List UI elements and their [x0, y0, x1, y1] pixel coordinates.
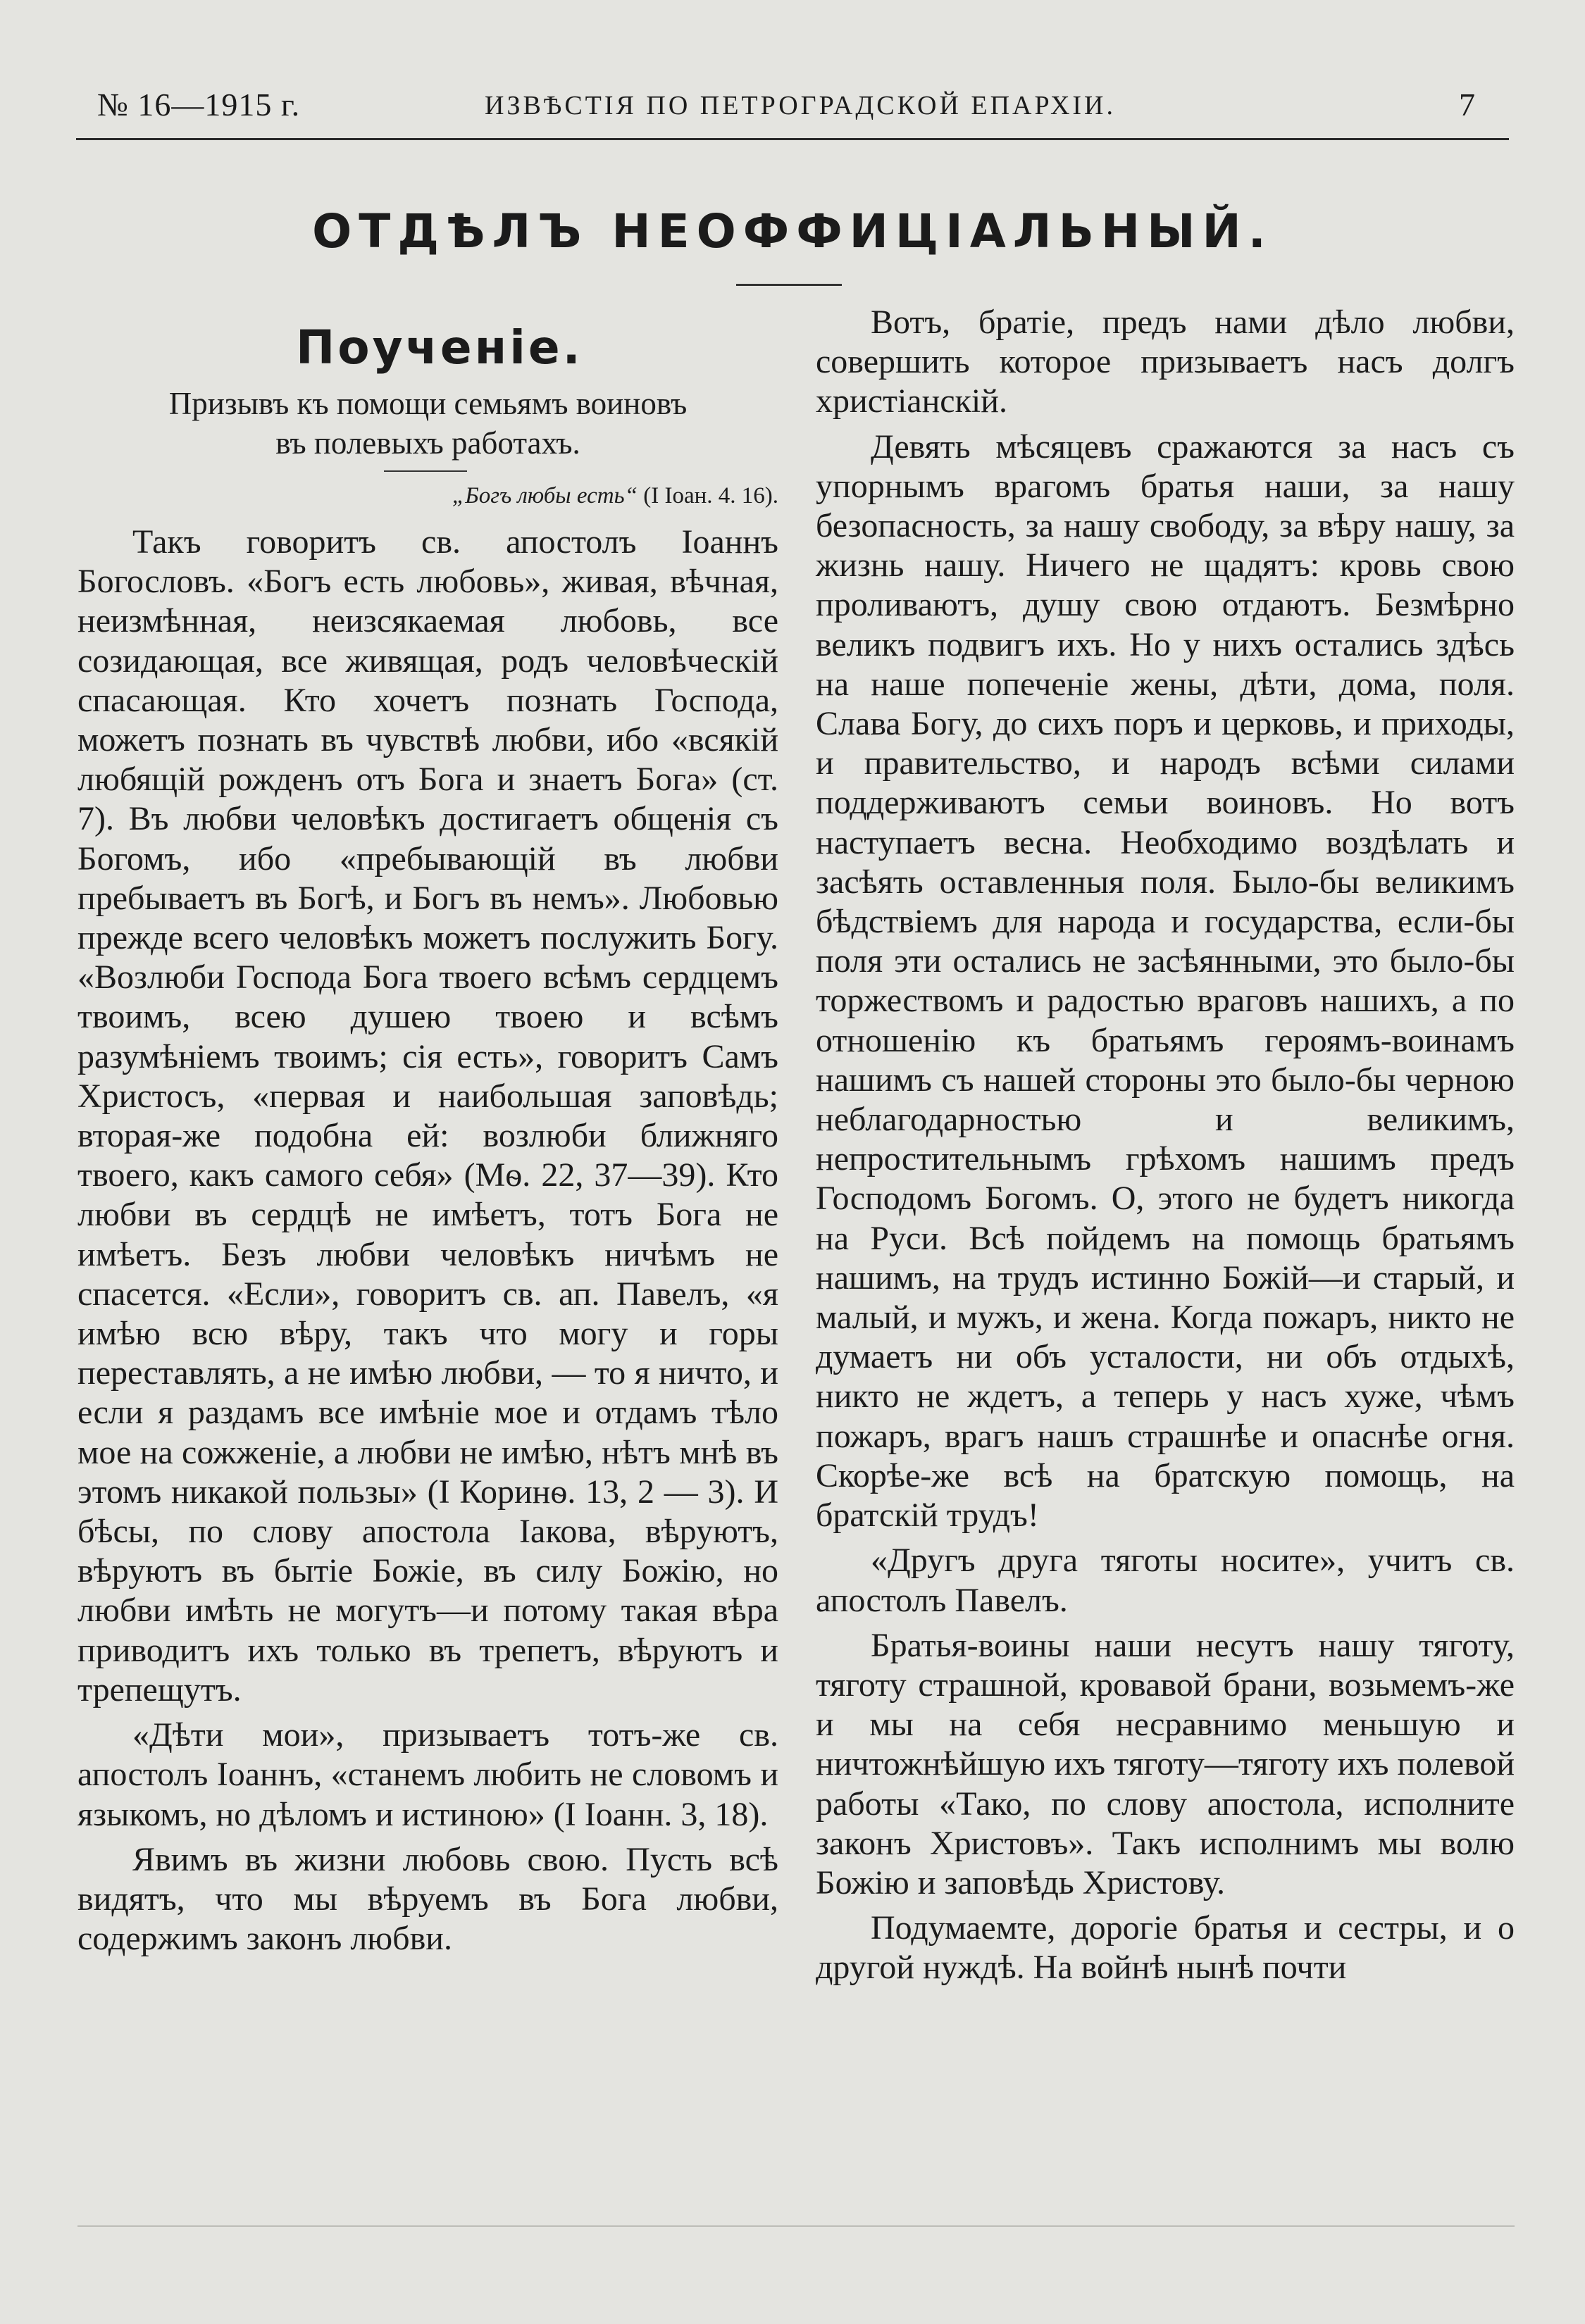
paragraph: Братья-воины наши несутъ нашу тяготу, тяготу страшной, кровавой брани, возьмемъ-же и мы на себя несравнимо меньшую и ничтожнѣйшую ихъ тяготу—тяготу ихъ полевой работы «Тако, по слову апостола, исполните законъ Христовъ». Такъ исполнимъ мы волю Божію и заповѣдь Христову. [816, 1626, 1515, 1901]
paragraph: Девять мѣсяцевъ сражаются за насъ съ упорнымъ врагомъ братья наши, за нашу безопасность, за нашу свободу, за вѣру нашу, за жизнь нашу. Ничего не щадятъ: кровь свою проливаютъ, душу свою отдаютъ. Безмѣрно великъ подвигъ ихъ. Но у нихъ остались здѣсь на наше попеченіе жены, дѣти, дома, поля. Слава Богу, до сихъ поръ и церковь, и приходы, и правительство, и народъ всѣми силами поддерживаютъ семьи воиновъ. Но вотъ наступаетъ весна. Необходимо воздѣлать и засѣять оставленныя поля. Было-бы великимъ бѣдствіемъ для народа и государства, если-бы поля эти остались не засѣянными, это было-бы торжествомъ и радостью враговъ нашихъ, а по отношенію къ братьямъ героямъ-воинамъ нашимъ съ нашей стороны это было-бы черною неблагодарностью и великимъ, непростительнымъ грѣхомъ нашимъ предъ Господомъ Богомъ. О, этого не будетъ никогда на Руси. Всѣ пойдемъ на помощь братьямъ нашимъ, на трудъ истинно Божій—и старый, и малый, и мужъ, и жена. Когда пожаръ, никто не думаетъ ни объ усталости, ни объ отдыхѣ, никто не ждетъ, а теперь у насъ хуже, чѣмъ пожаръ, врагъ нашъ страшнѣе и опаснѣе огня. Скорѣе-же всѣ на братскую помощь, на братскій трудъ! [816, 427, 1515, 1535]
section-title-rule [736, 284, 842, 286]
epigraph-quote: „Богъ любы есть“ [452, 483, 638, 508]
sermon-title: Поученіе. [296, 320, 583, 375]
issue-number: № 16—1915 г. [97, 87, 301, 123]
paragraph: «Дѣти мои», призываетъ тотъ-же св. апостолъ Іоаннъ, «станемъ любить не словомъ и языкомъ, но дѣломъ и истиною» (I Іоанн. 3, 18). [77, 1716, 778, 1833]
paragraph: Вотъ, братіе, предъ нами дѣло любви, совершить которое призываетъ насъ долгъ христіанскій. [816, 304, 1515, 420]
paragraph: «Другъ друга тяготы носите», учитъ св. апостолъ Павелъ. [816, 1542, 1515, 1619]
subtitle-line-1: Призывъ къ помощи семьямъ воиновъ [168, 386, 688, 421]
page-number: 7 [1459, 87, 1475, 123]
subtitle-line-2: въ полевыхъ работахъ. [275, 425, 580, 461]
paragraph: Явимъ въ жизни любовь свою. Пусть всѣ видятъ, что мы вѣруемъ въ Бога любви, содержимъ законъ любви. [77, 1840, 778, 1958]
header-rule [76, 138, 1509, 140]
footer-rule [77, 2225, 1515, 2227]
right-column-text [816, 303, 1515, 1988]
epigraph-reference: (I Іоан. 4. 16). [637, 483, 778, 508]
paragraph: Подумаемте, дорогіе братья и сестры, и о другой нуждѣ. На войнѣ нынѣ почти [816, 1909, 1515, 1987]
sermon-subtitle [77, 384, 778, 463]
section-title: ОТДѢЛЪ НЕОФФИЦІАЛЬНЫЙ. [312, 204, 1273, 258]
paragraph: Такъ говоритъ св. апостолъ Іоаннъ Богословъ. «Богъ есть любовь», живая, вѣчная, неизмѣнная, неизсякаемая любовь, все созидающая, все живящая, родъ человѣческій спасающая. Кто хочетъ познать Господа, можетъ познать въ чувствѣ любви, ибо «всякій любящій рожденъ отъ Бога и знаетъ Бога» (ст. 7). Въ любви человѣкъ достигаетъ общенія съ Богомъ, ибо «пребывающій въ любви пребываетъ въ Богѣ, и Богъ въ немъ». Любовью прежде всего человѣкъ можетъ послужить Богу. «Возлюби Господа Бога твоего всѣмъ сердцемъ твоимъ, всею душею твоею и всѣмъ разумѣніемъ твоимъ; сія есть», говоритъ Самъ Христосъ, «первая и наибольшая заповѣдь; вторая-же подобна ей: возлюби ближняго твоего, какъ самого себя» (Мѳ. 22, 37—39). Кто любви въ сердцѣ не имѣетъ, тотъ Бога не имѣетъ. Безъ любви человѣкъ ничѣмъ не спасется. «Если», говоритъ св. ап. Павелъ, «я имѣю всю вѣру, такъ что могу и горы переставлять, а не имѣю любви, — то я ничто, и если я раздамъ все имѣніе мое и отдамъ тѣло мое на сожженіе, а любви не имѣю, нѣтъ мнѣ въ этомъ никакой пользы» (I Коринѳ. 13, 2 — 3). И бѣсы, по слову апостола Іакова, вѣруютъ, вѣруютъ въ бытіе Божіе, въ силу Божію, но любви имѣть не могутъ—и потому такая вѣра приводитъ ихъ только въ трепетъ, вѣруютъ и трепещутъ. [77, 523, 778, 1708]
running-head [90, 83, 1495, 134]
subtitle-rule [384, 470, 467, 472]
epigraph [77, 483, 778, 509]
left-column-text [77, 523, 778, 1958]
journal-title: ИЗВѢСТІЯ ПО ПЕТРОГРАДСКОЙ ЕПАРХІИ. [485, 91, 1116, 120]
